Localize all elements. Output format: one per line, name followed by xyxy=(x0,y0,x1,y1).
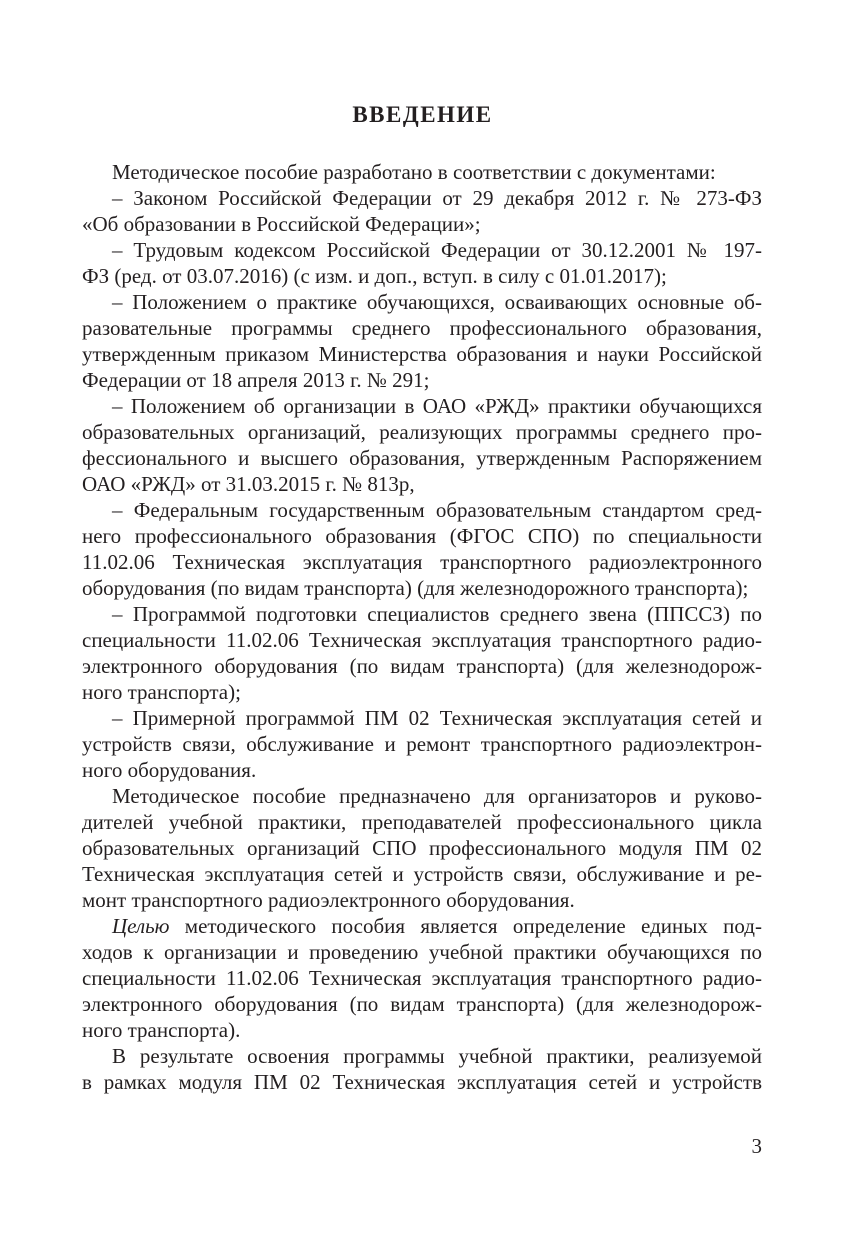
text-line: Федерации от 18 апреля 2013 г. № 291; xyxy=(82,368,430,392)
paragraph xyxy=(82,1043,762,1095)
paragraph xyxy=(82,289,762,393)
paragraph xyxy=(82,237,762,289)
text-line: ходов к организации и проведению учебной практики обучающихся по xyxy=(82,940,762,964)
text-line: ного оборудования. xyxy=(82,758,257,782)
paragraph xyxy=(82,497,762,601)
text-line: 11.02.06 Техническая эксплуатация транспортного радиоэлектронного xyxy=(82,550,762,574)
paragraph xyxy=(82,159,762,185)
paragraph xyxy=(82,913,762,1043)
text-line: специальности 11.02.06 Техническая эксплуатация транспортного радио- xyxy=(82,628,762,652)
text-line: дителей учебной практики, преподавателей профессионального цикла xyxy=(82,810,762,834)
paragraph xyxy=(82,705,762,783)
text-line: Методическое пособие предназначено для организаторов и руково- xyxy=(112,784,762,808)
text-line: фессионального и высшего образования, утвержденным Распоряжением xyxy=(82,446,762,470)
text-line: ОАО «РЖД» от 31.03.2015 г. № 813р, xyxy=(82,472,415,496)
text-line: ного транспорта); xyxy=(82,680,241,704)
text-line: – Законом Российской Федерации от 29 декабря 2012 г. № 273-ФЗ xyxy=(112,186,762,210)
text-line: утвержденным приказом Министерства образования и науки Российской xyxy=(82,342,762,366)
emphasized-word: Целью xyxy=(112,914,170,938)
text-line: образовательных организаций, реализующих программы среднего про- xyxy=(82,420,762,444)
paragraph xyxy=(82,601,762,705)
paragraph xyxy=(82,783,762,913)
text-line: в рамках модуля ПМ 02 Техническая эксплуатация сетей и устройств xyxy=(82,1070,762,1094)
text-line: – Положением о практике обучающихся, осваивающих основные об- xyxy=(112,290,762,314)
text-line: образовательных организаций СПО профессионального модуля ПМ 02 xyxy=(82,836,762,860)
text-line: Техническая эксплуатация сетей и устройств связи, обслуживание и ре- xyxy=(82,862,762,886)
text-line: «Об образовании в Российской Федерации»; xyxy=(82,212,481,236)
text-line: электронного оборудования (по видам транспорта) (для железнодорож- xyxy=(82,654,762,678)
text-line: – Федеральным государственным образовательным стандартом сред- xyxy=(112,498,762,522)
text-line: – Трудовым кодексом Российской Федерации от 30.12.2001 № 197- xyxy=(112,238,762,262)
text-line: – Программой подготовки специалистов среднего звена (ППССЗ) по xyxy=(112,602,762,626)
text-line: оборудования (по видам транспорта) (для железнодорожного транспорта); xyxy=(82,576,749,600)
text-line: специальности 11.02.06 Техническая эксплуатация транспортного радио- xyxy=(82,966,762,990)
text-line: электронного оборудования (по видам транспорта) (для железнодорож- xyxy=(82,992,762,1016)
text-line: него профессионального образования (ФГОС СПО) по специальности xyxy=(82,524,762,548)
section-title: ВВЕДЕНИЕ xyxy=(352,102,493,127)
text-line: – Примерной программой ПМ 02 Техническая эксплуатация сетей и xyxy=(112,706,762,730)
text-line: монт транспортного радиоэлектронного оборудования. xyxy=(82,888,575,912)
page-number: 3 xyxy=(751,1134,762,1158)
text-line: ного транспорта). xyxy=(82,1018,241,1042)
text-line: Методическое пособие разработано в соответствии с документами: xyxy=(112,160,716,184)
text-line: В результате освоения программы учебной практики, реализуемой xyxy=(112,1044,762,1068)
paragraph xyxy=(82,185,762,237)
line-text: методического пособия является определение единых под- xyxy=(169,914,762,938)
paragraph xyxy=(82,393,762,497)
document-body xyxy=(82,159,762,1095)
text-line xyxy=(82,913,762,939)
text-line: устройств связи, обслуживание и ремонт транспортного радиоэлектрон- xyxy=(82,732,762,756)
text-line: ФЗ (ред. от 03.07.2016) (с изм. и доп., вступ. в силу с 01.01.2017); xyxy=(82,264,667,288)
text-line: разовательные программы среднего профессионального образования, xyxy=(82,316,762,340)
text-line: – Положением об организации в ОАО «РЖД» практики обучающихся xyxy=(112,394,762,418)
